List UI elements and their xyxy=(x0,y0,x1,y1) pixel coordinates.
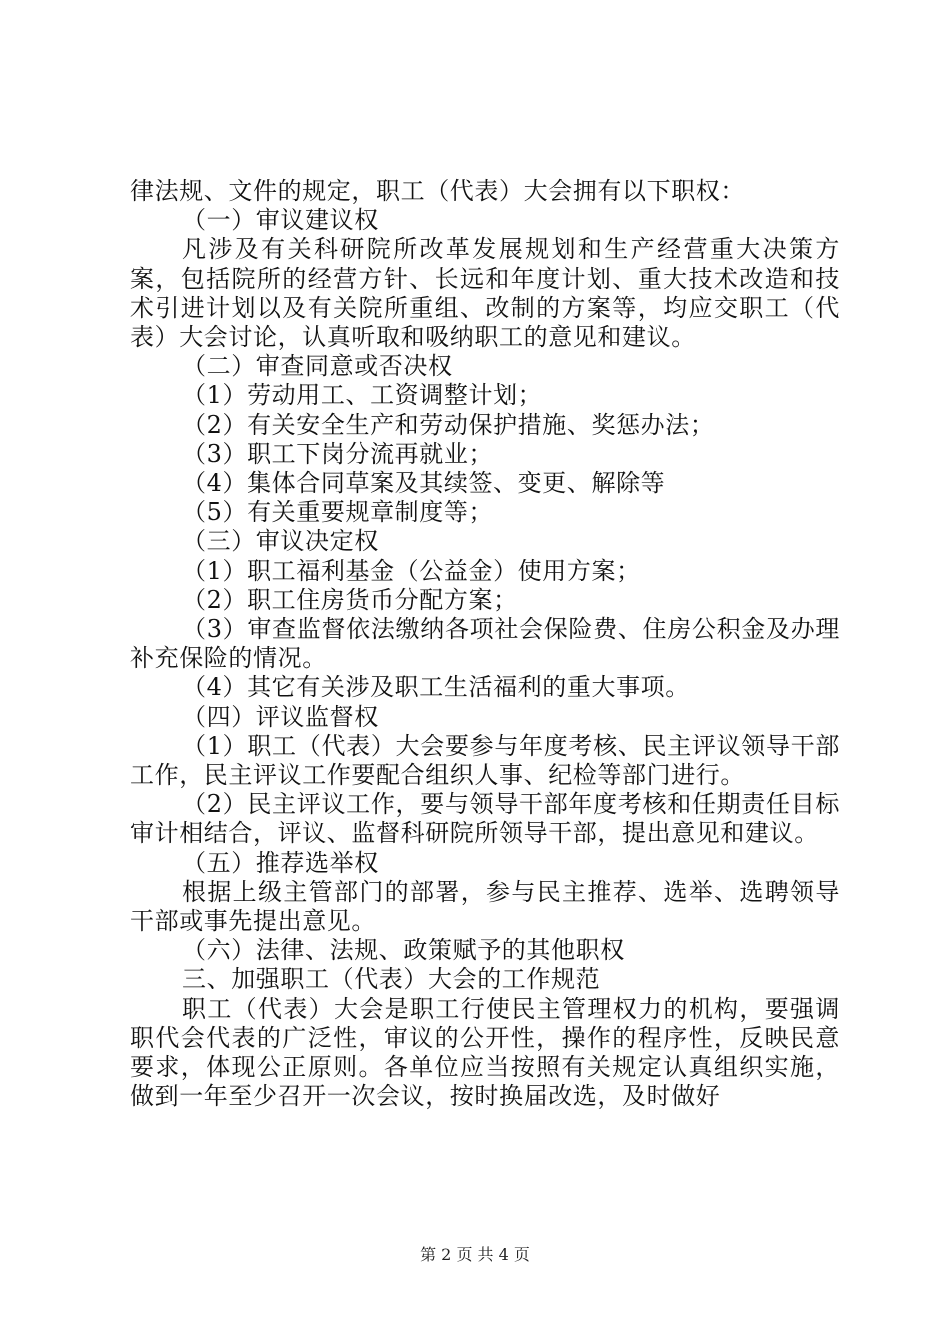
paragraph: （1）劳动用工、工资调整计划； xyxy=(182,381,543,410)
paragraph: （3）职工下岗分流再就业； xyxy=(182,439,494,468)
paragraph: （2）民主评议工作，要与领导干部年度考核和任期责任目标审计相结合，评议、监督科研院所领导干部，提出意见和建议。 xyxy=(130,790,840,848)
paragraph: （五）推荐选举权 xyxy=(182,848,379,877)
paragraph: 根据上级主管部门的部署，参与民主推荐、选举、选聘领导干部或事先提出意见。 xyxy=(130,877,840,936)
paragraph: （四）评议监督权 xyxy=(182,702,379,731)
paragraph: （4）集体合同草案及其续签、变更、解除等 xyxy=(182,469,666,498)
paragraph: （5）有关重要规章制度等； xyxy=(182,498,494,527)
paragraph: （3）审查监督依法缴纳各项社会保险费、住房公积金及办理补充保险的情况。 xyxy=(130,615,840,673)
paragraph: （2）职工住房货币分配方案； xyxy=(182,585,518,614)
paragraph: （2）有关安全生产和劳动保护措施、奖惩办法； xyxy=(182,410,715,439)
paragraph: （六）法律、法规、政策赋予的其他职权 xyxy=(182,936,625,965)
paragraph: （1）职工福利基金（公益金）使用方案； xyxy=(182,556,641,585)
page-footer: 第 2 页 共 4 页 xyxy=(420,1245,530,1264)
paragraph: 律法规、文件的规定，职工（代表）大会拥有以下职权： xyxy=(130,177,745,205)
paragraph: （1）职工（代表）大会要参与年度考核、民主评议领导干部工作，民主评议工作要配合组织人事、纪检等部门进行。 xyxy=(130,731,840,790)
paragraph: （二）审查同意或否决权 xyxy=(182,352,453,381)
paragraph: （4）其它有关涉及职工生活福利的重大事项。 xyxy=(182,673,690,702)
document-body xyxy=(130,177,840,1112)
paragraph: 三、加强职工（代表）大会的工作规范 xyxy=(182,965,601,994)
paragraph: （三）审议决定权 xyxy=(182,527,379,556)
paragraph: 凡涉及有关科研院所改革发展规划和生产经营重大决策方案，包括院所的经营方针、长远和年度计划、重大技术改造和技术引进计划以及有关院所重组、改制的方案等，均应交职工（代表）大会讨论，认真听取和吸纳职工的意见和建议。 xyxy=(130,235,840,352)
paragraph: 职工（代表）大会是职工行使民主管理权力的机构，要强调职代会代表的广泛性，审议的公开性，操作的程序性，反映民意要求，体现公正原则。各单位应当按照有关规定认真组织实施，做到一年至少召开一次会议，按时换届改选，及时做好 xyxy=(130,994,840,1111)
paragraph: （一）审议建议权 xyxy=(182,206,379,235)
